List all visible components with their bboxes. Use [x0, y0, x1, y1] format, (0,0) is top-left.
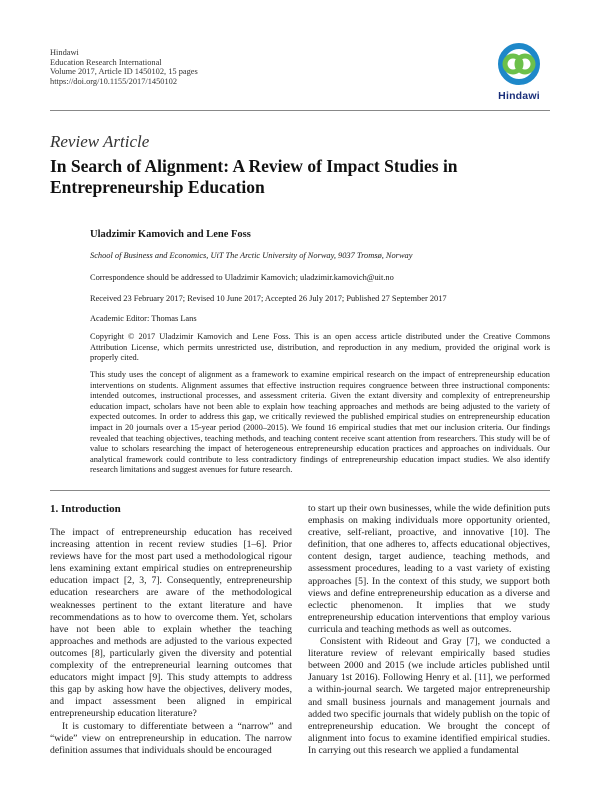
- hindawi-logo: [494, 42, 544, 104]
- hindawi-logo-icon: [494, 42, 544, 88]
- copyright-notice: Copyright © 2017 Uladzimir Kamovich and Lene Foss. This is an open access article distributed under the Creative Commons Attribution License, which permits unrestricted use, distribution, and reproduction in any medium, provided the original work is properly cited.: [90, 332, 550, 363]
- correspondence-line: Correspondence should be addressed to Uladzimir Kamovich; uladzimir.kamovich@uit.no: [90, 273, 394, 282]
- article-title: In Search of Alignment: A Review of Impact Studies in Entrepreneurship Education: [50, 156, 458, 197]
- header-divider: [50, 110, 550, 111]
- abstract-divider: [50, 490, 550, 491]
- academic-editor: Academic Editor: Thomas Lans: [90, 314, 197, 323]
- journal-name: Education Research International: [50, 57, 162, 67]
- author-affiliation: School of Business and Economics, UiT The Arctic University of Norway, 9037 Tromsø, Norway: [90, 251, 413, 260]
- left-column: [50, 527, 292, 757]
- paragraph: to start up their own businesses, while the wide definition puts emphasis on making individuals more opportunity oriented, creative, self-reliant, proactive, and innovative [10]. The definition, that one adheres to, affects educational objectives, content design, target audience, teaching methods, and assessment procedures, leading to a vast variety of existing approaches [5]. In the context of this study, we support both views and define entrepreneurship education as a diverse and eclectic phenomenon. It implies that we study entrepreneurship education interventions that employ various curricula and teaching methods as well as outcomes.: [308, 503, 550, 635]
- logo-wordmark: Hindawi: [498, 90, 540, 102]
- publisher-name: Hindawi: [50, 48, 79, 57]
- journal-header: [50, 48, 198, 86]
- section-heading: 1. Introduction: [50, 503, 121, 515]
- abstract-text: This study uses the concept of alignment as a framework to examine empirical research on the impact of entrepreneurship education interventions on students. Alignment assumes that effective instruction requires congruence between three instructional components: intended outcomes, instructional processes, and assessment criteria. Given the extant diversity and complexity of entrepreneurship education impact, scholars have not been able to explain how teaching approaches and methods are being adjusted to the variety of expected outcomes. In order to address this gap, we critically reviewed the published empirical studies on entrepreneurship education impact in 20 journals over a 15-year period (2000–2015). We found 16 empirical studies that met our inclusion criteria. Our findings revealed that teaching objectives, teaching methods, and teaching content receive scant attention from researchers. This study will be of value to scholars researching the impact of heterogeneous entrepreneurship education practices and approaches on individuals. Our analytical framework could contribute to less contradictory findings of entrepreneurship education impact studies. We also identify research limitations and suggest avenues for future research.: [90, 370, 550, 475]
- dates-line: Received 23 February 2017; Revised 10 June 2017; Accepted 26 July 2017; Published 27 September 2017: [90, 294, 447, 303]
- paragraph: The impact of entrepreneurship education has received increasing attention in recent review studies [1–6]. Prior reviews have for the most part used a methodological rigour lens examining extant empirical studies on entrepreneurship education impact [2, 3, 7]. Consequently, entrepreneurship education researchers are aware of the methodological weaknesses pertinent to the extant literature and have recommendations as to how to overcome them. Yet, scholars have not been able to explain whether the teaching approaches and methods are adjusted to the various expected outcomes [8], particularly given the diversity and potential complexity of the entrepreneurial learning outcomes that educators might impact [9]. This study attempts to address this gap by asking how have the objectives, delivery modes, and impact assessment been aligned in empirical entrepreneurship education literature?: [50, 527, 292, 720]
- paragraph: Consistent with Rideout and Gray [7], we conducted a literature review of relevant empirically based studies between 2000 and 2015 (we include articles published until January 1st 2016). Following Henry et al. [11], we performed a within-journal search. We targeted major entrepreneurship and small business journals and management journals and added two specific journals that widely publish on the topic of entrepreneurship education. We brought the concept of alignment into focus to examine identified empirical studies. In carrying out this research we applied a fundamental: [308, 636, 550, 756]
- doi-link[interactable]: https://doi.org/10.1155/2017/1450102: [50, 76, 178, 86]
- right-column: [308, 503, 550, 757]
- volume-info: Volume 2017, Article ID 1450102, 15 pages: [50, 67, 198, 77]
- author-list: Uladzimir Kamovich and Lene Foss: [90, 229, 251, 240]
- paragraph: It is customary to differentiate between a “narrow” and “wide” view on entrepreneurship in education. The narrow definition assumes that individuals should be encouraged: [50, 720, 292, 756]
- article-type: Review Article: [50, 132, 150, 151]
